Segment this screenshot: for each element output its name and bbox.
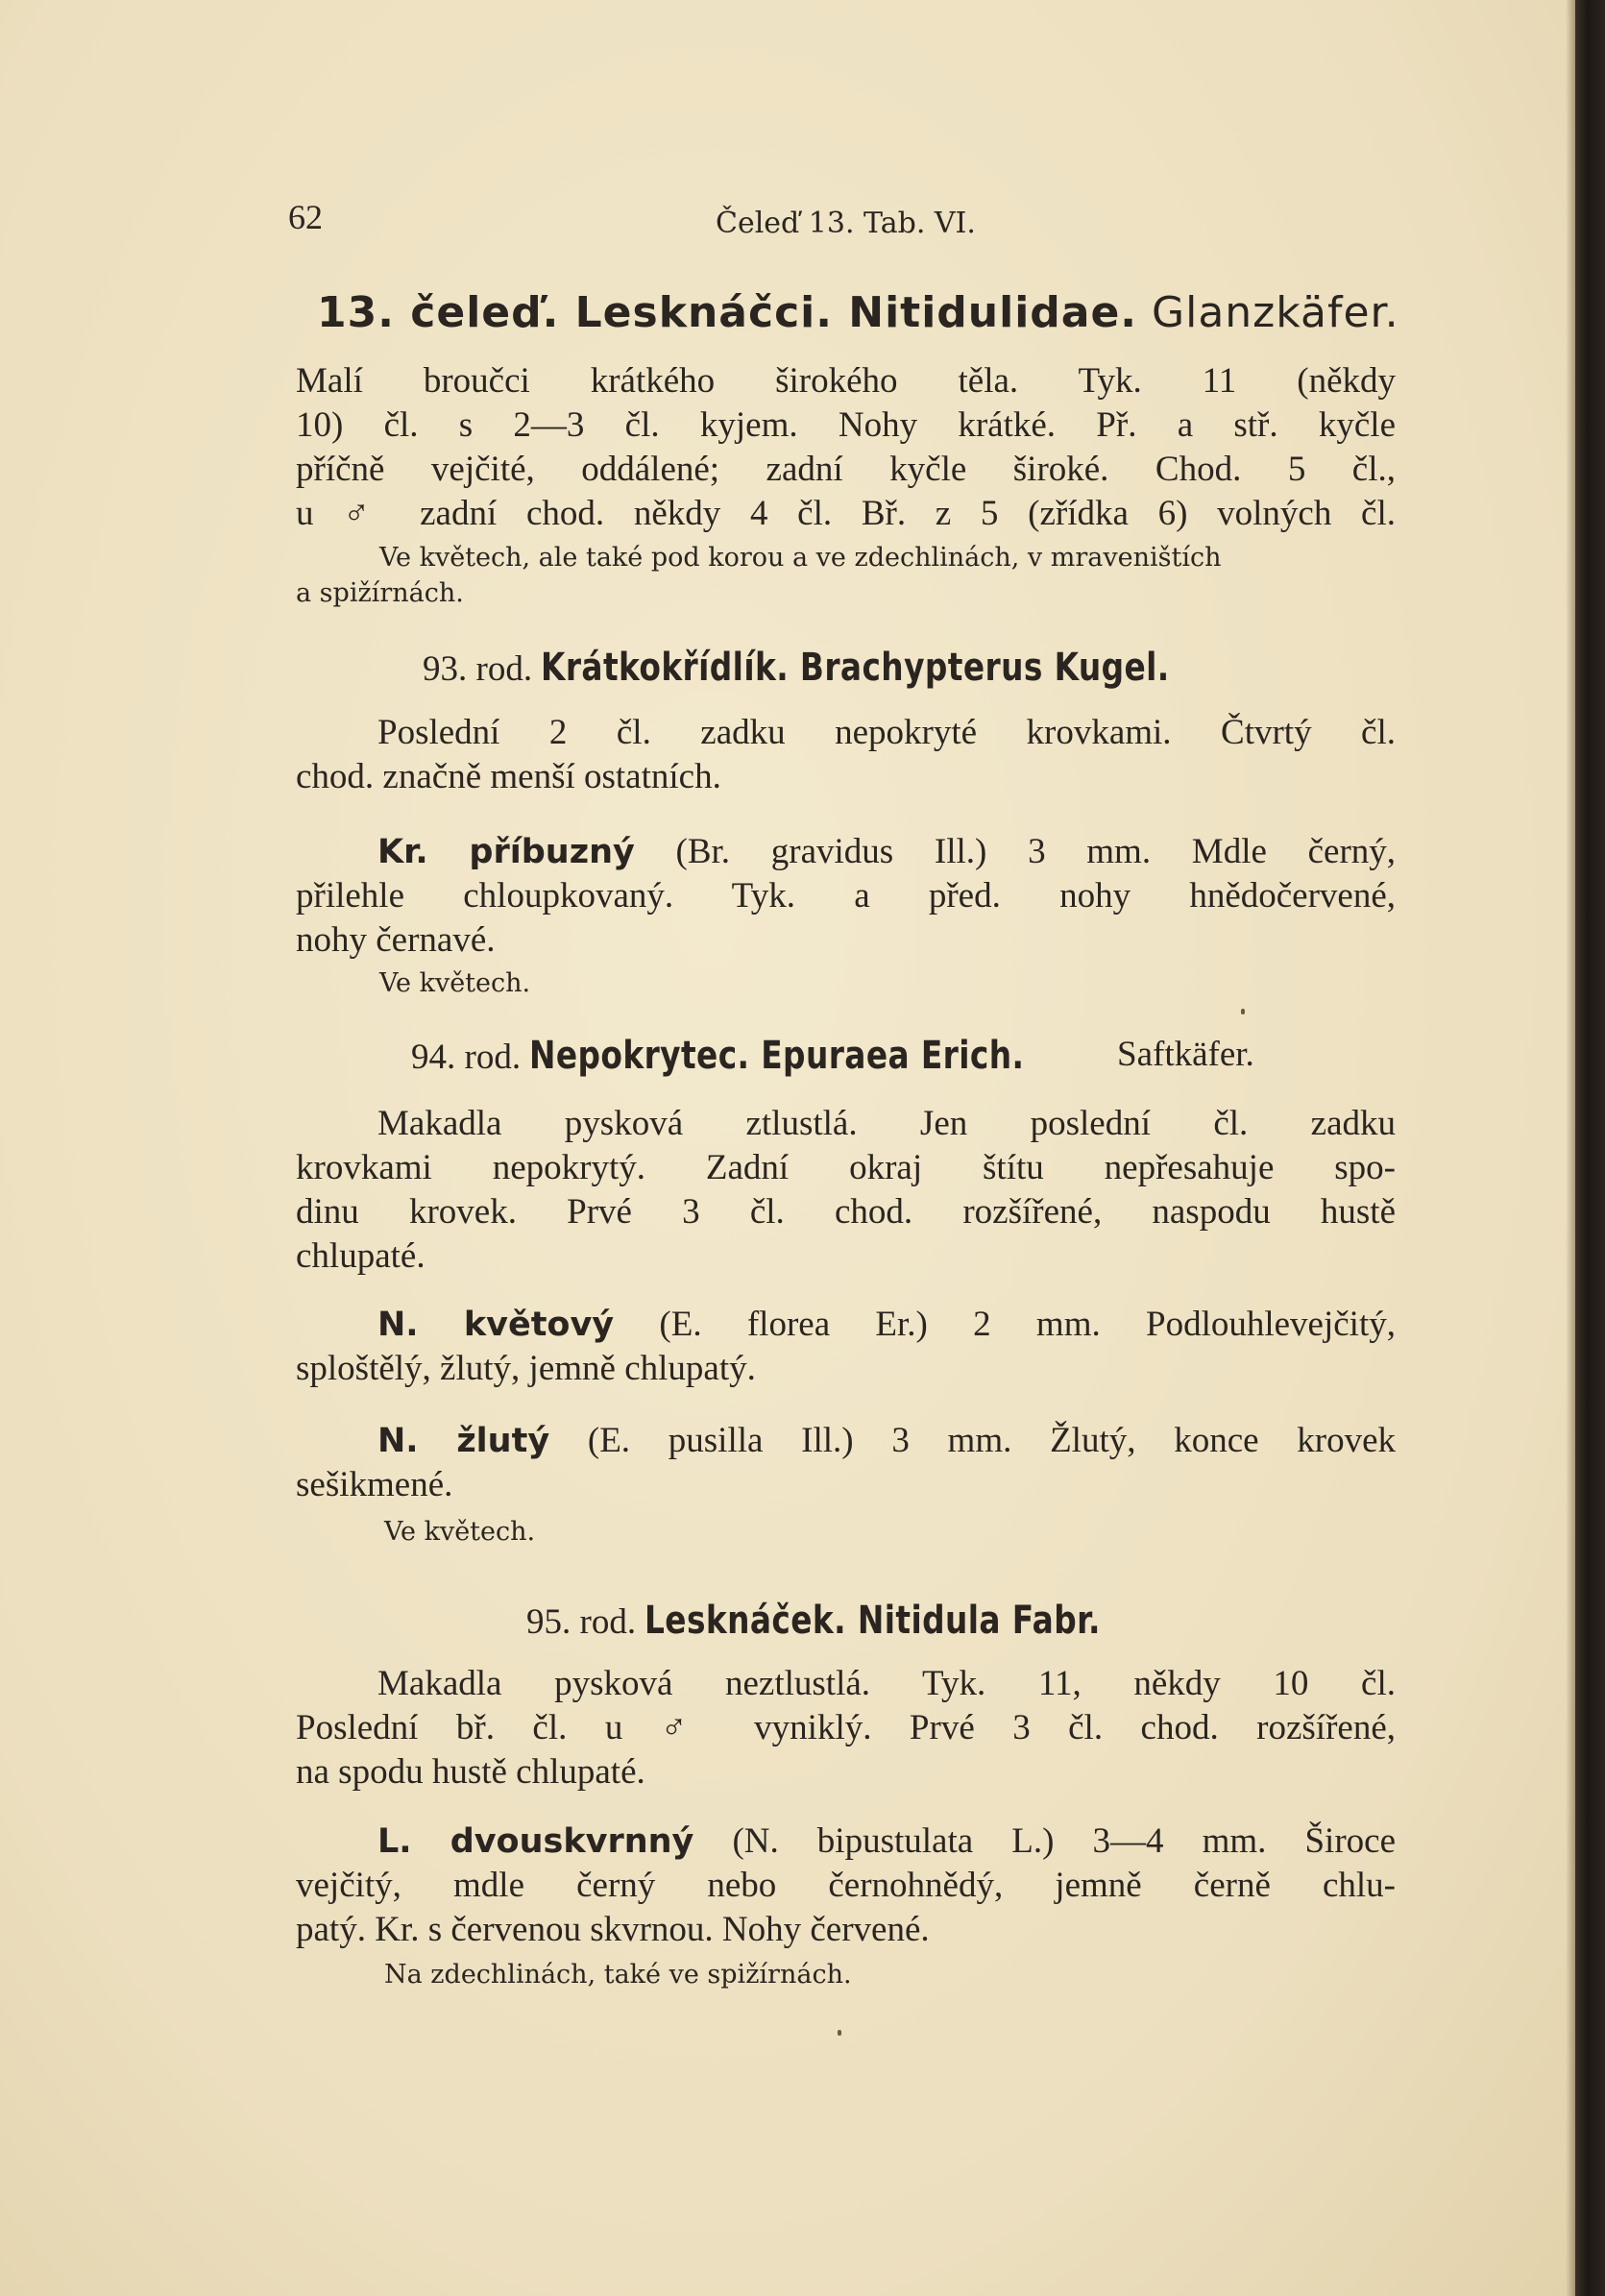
genus-93-number: 93. rod. xyxy=(423,649,533,689)
species-brachypterus xyxy=(296,830,1396,963)
species-name: žlutý xyxy=(456,1422,550,1460)
family-heading xyxy=(317,288,1399,337)
text-line: přilehle chloupkovaný. Tyk. a před. nohy hnědočervené, xyxy=(296,876,1396,916)
page-number: 62 xyxy=(288,198,323,236)
species-line xyxy=(296,830,1396,874)
species-epuraea-pusilla-habitat: Ve květech. xyxy=(384,1517,536,1547)
genus-93-name: Krátkokřídlík. Brachypterus Kugel. xyxy=(541,646,1171,690)
genus-94-heading xyxy=(411,1034,1254,1078)
species-epuraea-florea xyxy=(296,1303,1396,1391)
family-description xyxy=(296,359,1396,536)
species-nitidula-bipustulata xyxy=(296,1820,1396,1952)
text-line: sploštělý, žlutý, jemně chlupatý. xyxy=(296,1349,756,1388)
text-line: Malí broučci krátkého širokého těla. Tyk. 11 (někdy xyxy=(296,361,1396,401)
species-line xyxy=(296,1820,1396,1864)
species-abbr: N. xyxy=(377,1306,419,1344)
species-desc: (N. bipustulata L.) 3—4 mm. Široce xyxy=(732,1821,1396,1861)
text-line: chlupaté. xyxy=(296,1236,426,1276)
text-line: 10) čl. s 2—3 čl. kyjem. Nohy krátké. Př. a stř. kyčle xyxy=(296,405,1396,445)
family-heading-main: 13. čeleď. Lesknáčci. Nitidulidae. xyxy=(317,288,1138,337)
species-epuraea-pusilla xyxy=(296,1419,1396,1507)
genus-95-heading xyxy=(526,1599,1201,1643)
ink-speck xyxy=(838,2030,841,2036)
species-abbr: Kr. xyxy=(377,833,428,871)
ink-speck xyxy=(1241,1009,1245,1014)
family-habitat-line-1: Ve květech, ale také pod korou a ve zdechlinách, v mraveništích xyxy=(379,543,1222,573)
text-line: u ♂ zadní chod. někdy 4 čl. Bř. z 5 (zřídka 6) volných čl. xyxy=(296,494,1396,533)
text-line: Makadla pysková neztlustlá. Tyk. 11, někdy 10 čl. xyxy=(377,1664,1396,1703)
species-brachypterus-habitat: Ve květech. xyxy=(379,968,531,998)
species-desc: (Br. gravidus Ill.) 3 mm. Mdle černý, xyxy=(675,832,1397,871)
species-name: příbuzný xyxy=(469,833,635,871)
text-line: na spodu hustě chlupaté. xyxy=(296,1752,645,1792)
family-heading-german: Glanzkäfer. xyxy=(1152,288,1399,337)
genus-93-heading xyxy=(423,646,1308,690)
species-desc: (E. pusilla Ill.) 3 mm. Žlutý, konce krovek xyxy=(587,1421,1396,1460)
text-line: vejčitý, mdle černý nebo černohnědý, jemně černě chlu- xyxy=(296,1866,1396,1905)
running-head: Čeleď 13. Tab. VI. xyxy=(716,207,976,240)
genus-94-name: Nepokrytec. Epuraea Erich. xyxy=(529,1034,1025,1078)
species-name: dvouskvrnný xyxy=(450,1822,694,1861)
species-nitidula-habitat: Na zdechlinách, také ve spižírnách. xyxy=(384,1960,852,1990)
genus-94-number: 94. rod. xyxy=(411,1038,522,1077)
genus-94-german: Saftkäfer. xyxy=(1117,1035,1254,1074)
genus-95-name: Lesknáček. Nitidula Fabr. xyxy=(644,1599,1102,1643)
text-line: dinu krovek. Prvé 3 čl. chod. rozšířené, naspodu hustě xyxy=(296,1192,1396,1232)
text-line: patý. Kr. s červenou skvrnou. Nohy červené. xyxy=(296,1910,930,1949)
genus-93-description xyxy=(296,711,1396,799)
text-line: nohy černavé. xyxy=(296,920,496,960)
book-spine xyxy=(1575,0,1605,2296)
text-line: příčně vejčité, oddálené; zadní kyčle široké. Chod. 5 čl., xyxy=(296,450,1396,489)
text-line: Poslední 2 čl. zadku nepokryté krovkami. Čtvrtý čl. xyxy=(377,713,1396,752)
family-habitat-line-2: a spižírnách. xyxy=(296,578,464,608)
text-line: Makadla pysková ztlustlá. Jen poslední čl. zadku xyxy=(377,1104,1396,1143)
species-line xyxy=(296,1303,1396,1347)
genus-95-number: 95. rod. xyxy=(526,1602,637,1642)
text-line: Poslední bř. čl. u ♂ vyniklý. Prvé 3 čl. chod. rozšířené, xyxy=(296,1708,1396,1747)
text-line: chod. značně menší ostatních. xyxy=(296,757,721,796)
species-name: květový xyxy=(463,1306,615,1344)
species-desc: (E. florea Er.) 2 mm. Podlouhlevejčitý, xyxy=(659,1305,1396,1344)
text-line: krovkami nepokrytý. Zadní okraj štítu nepřesahuje spo- xyxy=(296,1148,1396,1187)
genus-94-description xyxy=(296,1102,1396,1279)
page-gutter-shadow xyxy=(1566,0,1575,2296)
species-line xyxy=(296,1419,1396,1463)
species-abbr: L. xyxy=(377,1822,412,1861)
text-line: sešikmené. xyxy=(296,1465,453,1504)
genus-95-description xyxy=(296,1662,1396,1795)
species-abbr: N. xyxy=(377,1422,419,1460)
